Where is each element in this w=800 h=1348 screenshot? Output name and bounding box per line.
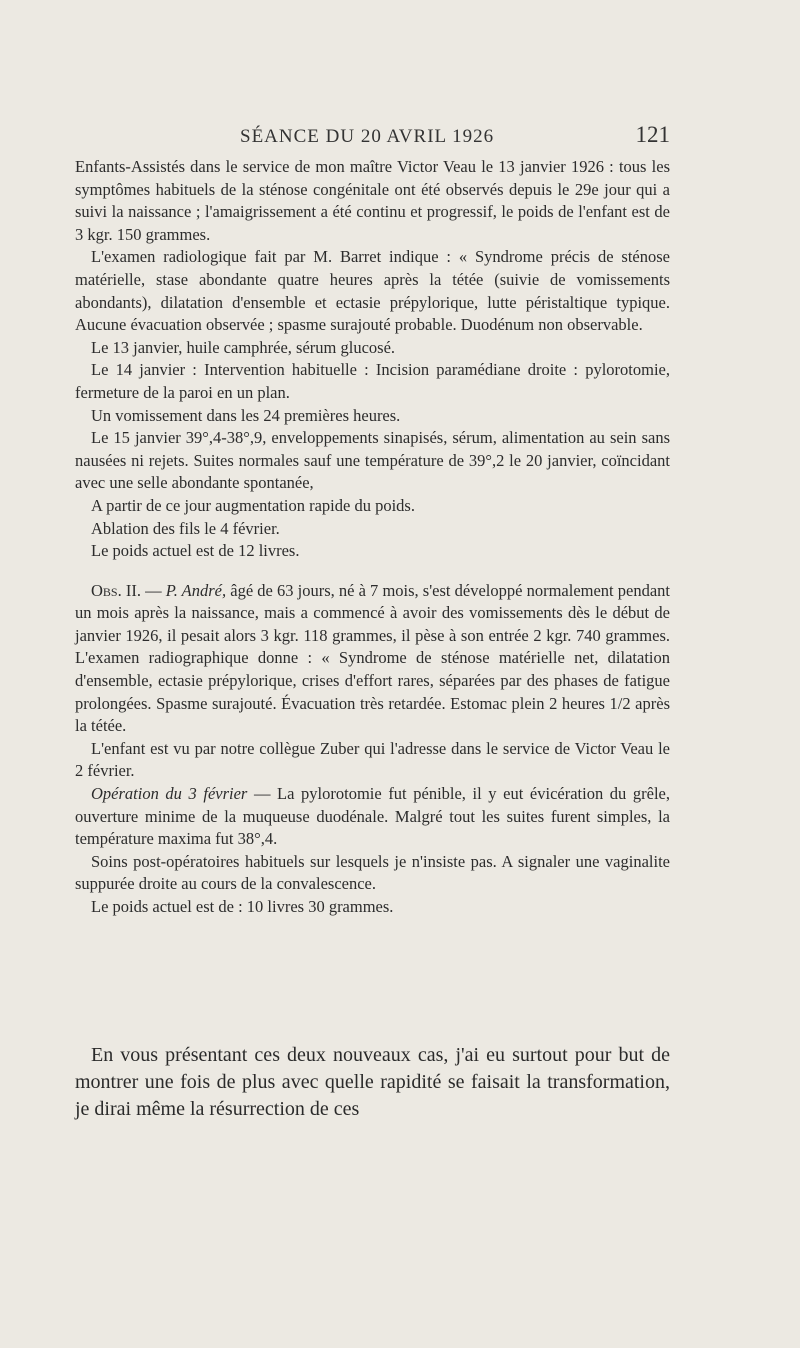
paragraph: Le 14 janvier : Intervention habituelle : Incision paramédiane droite : pylorotomie, fermeture de la paroi en un plan.: [75, 360, 670, 402]
closing-text: [75, 1042, 670, 1123]
operation-text: — La pylorotomie fut pénible, il y eut évicération du grêle, ouverture minime de la muqueuse duodénale. Malgré tout les suites furent simples, la température maxima fut 38°,4.: [75, 784, 670, 849]
obs-dash: —: [140, 580, 166, 600]
closing-paragraph: En vous présentant ces deux nouveaux cas, j'ai eu surtout pour but de montrer une fois de plus avec quelle rapidité se faisait la transformation, je dirai même la résurrection de ces: [75, 1044, 670, 1120]
paragraph: L'examen radiologique fait par M. Barret indique : « Syndrome précis de sténose matérielle, stase abondante quatre heures après la tétée (suivie de vomissements abondants), dilatation d'ensemble et ectasie prépylorique, lutte péristaltique typique. Aucune évacuation observée ; spasme surajouté probable. Duodénum non observable.: [75, 247, 670, 335]
paragraph: A partir de ce jour augmentation rapide du poids.: [91, 495, 415, 515]
paragraph: Le poids actuel est de : 10 livres 30 grammes.: [91, 897, 394, 916]
obs-label: Obs. II.: [91, 580, 141, 600]
operation-paragraph: [75, 783, 670, 851]
paragraph: Enfants-Assistés dans le service de mon maître Victor Veau le 13 janvier 1926 : tous les symptômes habituels de la sténose congénitale ont été observés depuis le 29e jour qui a suivi la naissance ; l'amaigrissement a été continu et progressif, le poids de l'enfant est de 3 kgr. 150 grammes.: [75, 157, 670, 244]
obs-text: âgé de 63 jours, né à 7 mois, s'est développé normalement pendant un mois après la naissance, mais a commencé à avoir des vomissements dès le début de janvier 1926, il pesait alors 3 kgr. 118 grammes, il pèse à son entrée 2 kgr. 740 grammes. L'examen radiographique donne : « Syndrome de sténose matérielle net, dilatation d'ensemble, ectasie prépylorique, crises d'effort rares, séparées par des phases de fatigue prolongées. Spasme surajouté. Évacuation très retardée. Estomac plein 2 heures 1/2 après la tétée.: [75, 580, 670, 736]
paragraph: Ablation des fils le 4 février.: [91, 518, 280, 538]
paragraph: Soins post-opératoires habituels sur lesquels je n'insiste pas. A signaler une vaginalite suppurée droite au cours de la convalescence.: [75, 851, 670, 894]
running-header: [75, 122, 670, 156]
paragraph: Le 13 janvier, huile camphrée, sérum glucosé.: [91, 337, 396, 357]
paragraph: Un vomissement dans les 24 premières heures.: [91, 405, 401, 425]
paragraph: Le poids actuel est de 12 livres.: [91, 541, 300, 561]
patient-name: P. André,: [165, 580, 227, 600]
header-title: SÉANCE DU 20 AVRIL 1926: [240, 126, 495, 147]
paragraph: L'enfant est vu par notre collègue Zuber qui l'adresse dans le service de Victor Veau le 2 février.: [75, 738, 670, 781]
paragraph: Le 15 janvier 39°,4-38°,9, enveloppements sinapisés, sérum, alimentation au sein sans nausées ni rejets. Suites normales sauf une température de 39°,2 le 20 janvier, coïncidant avec une selle abondante spontanée,: [75, 428, 670, 493]
observation-2: [75, 580, 670, 738]
body-text: [75, 156, 670, 919]
operation-label: Opération du 3 février: [91, 784, 248, 804]
page-number: 121: [635, 122, 670, 147]
